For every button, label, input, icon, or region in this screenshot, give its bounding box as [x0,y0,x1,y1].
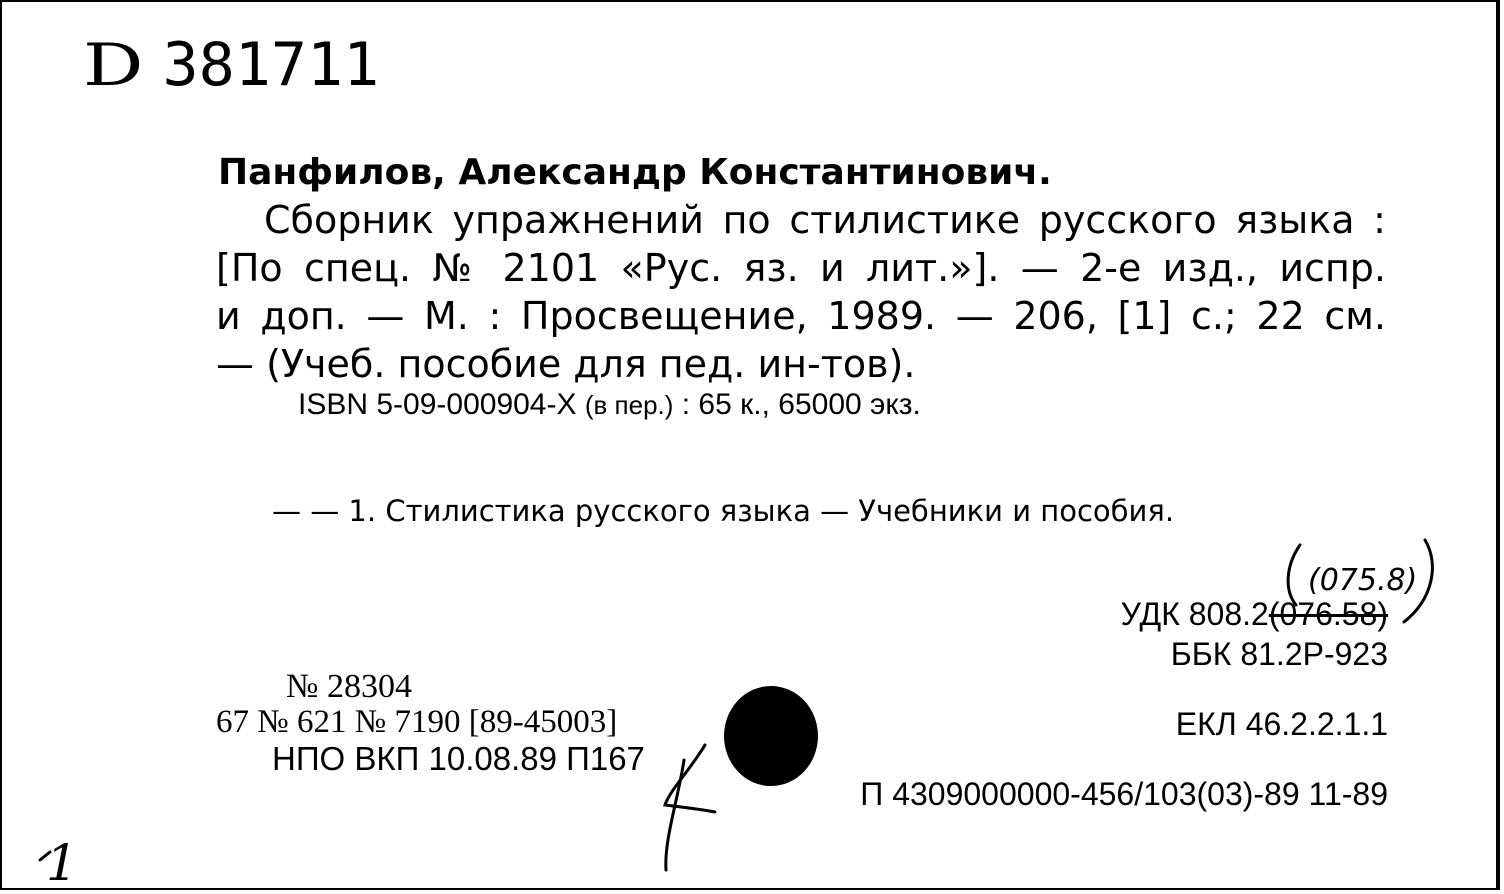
description-line-2: [По спец. № 2101 «Рус. яз. и лит.»]. — 2-е изд., испр. [216,246,1386,290]
udk-struck-code: (076.58) [1268,596,1388,632]
isbn-line [298,388,921,422]
call-number-digits: 381711 [162,30,380,100]
author-heading: Панфилов, Александр Константинович. [218,152,1052,193]
bbk-line: ББК 81.2Р-923 [1170,636,1388,672]
print-code: П 4309000000-456/103(03)-89 11-89 [860,776,1388,812]
ink-blot [724,686,818,786]
isbn-number: ISBN 5-09-000904-X [298,388,577,421]
udk-code: УДК 808.2 [1120,596,1269,632]
isbn-price: : 65 к., 65000 экз. [681,388,921,421]
description-line-3: и доп. — М. : Просвещение, 1989. — 206, [1] с.; 22 см. [216,294,1386,338]
order-line: 67 № 621 № 7190 [89-45003] [216,704,618,740]
card-number: № 28304 [286,668,412,705]
handwritten-udk: (075.8) [1308,563,1418,598]
npo-line: НПО ВКП 10.08.89 П167 [272,740,645,777]
udk-line [1121,596,1388,633]
margin-mark: 1 [46,834,78,892]
ekl-line: ЕКЛ 46.2.2.1.1 [1175,706,1388,742]
description-line-4: — (Учеб. пособие для пед. ин-тов). [216,342,916,386]
subject-heading: — — 1. Стилистика русского языка — Учебники и пособия. [272,494,1175,528]
call-number [83,30,380,100]
bibliographic-description [216,196,1386,388]
description-line-1: Сборник упражнений по стилистике русского языка : [264,198,1386,242]
call-letter: D [83,31,144,99]
isbn-binding: (в пер.) [584,390,674,420]
